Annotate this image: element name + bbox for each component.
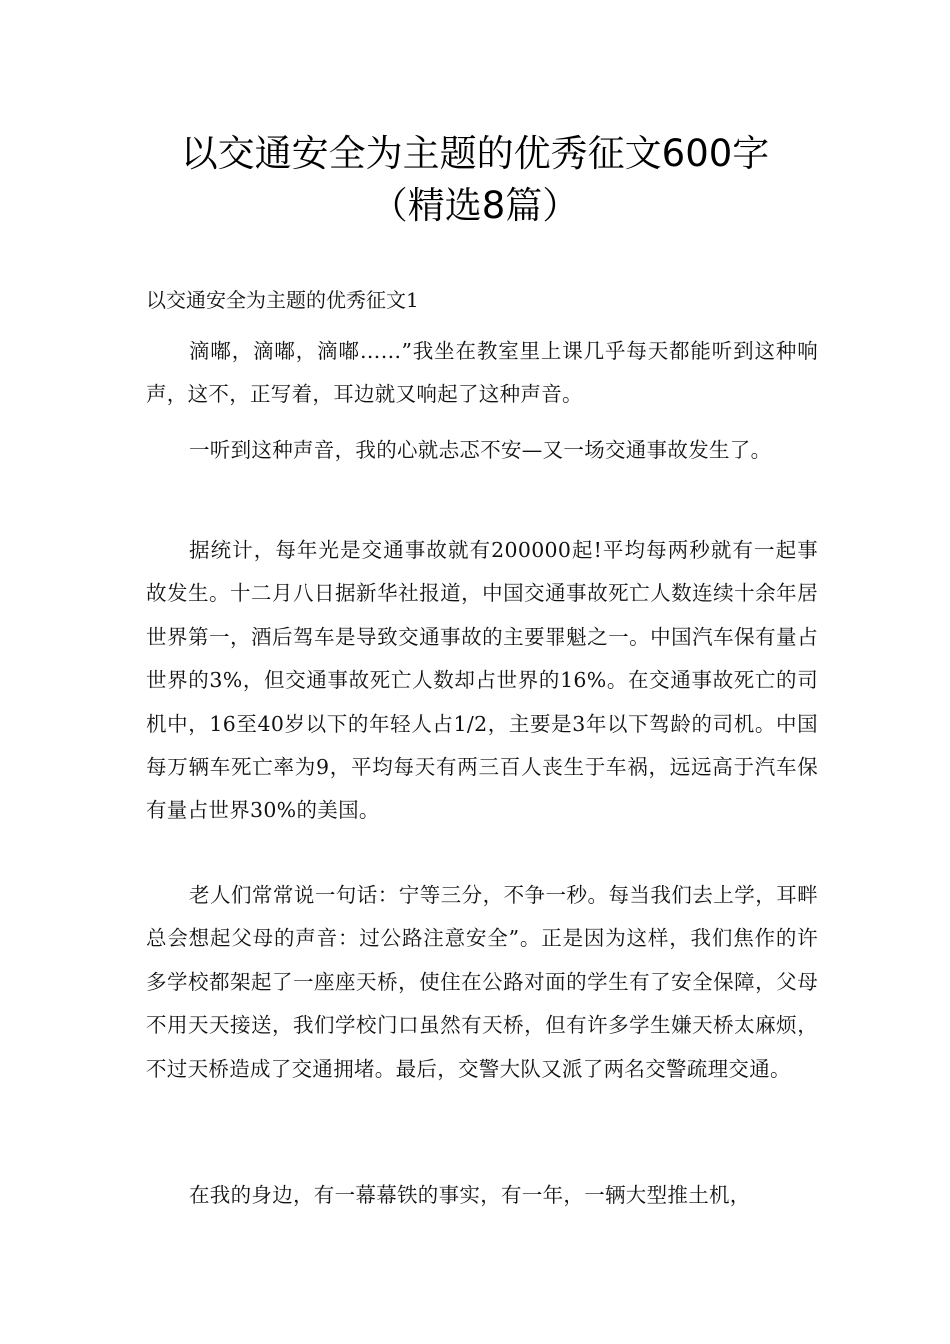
paragraph-2: 一听到这种声音，我的心就忐忑不安—又一场交通事故发生了。 <box>189 438 772 462</box>
paragraph-4: 老人们常常说一句话：宁等三分，不争一秒。每当我们去上学，耳畔总会想起父母的声音：过公路注意安全”。正是因为这样，我们焦作的许多学校都架起了一座座天桥，使住在公路对面的学生有了安全保障，父母不用天天接送，我们学校门口虽然有天桥，但有许多学生嫌天桥太麻烦，不过天桥造成了交通拥堵。最后，交警大队又派了两名交警疏理交通。 <box>146 883 818 1081</box>
document-title-line1: 以交通安全为主题的优秀征文600字 <box>180 132 770 175</box>
section-heading: 以交通安全为主题的优秀征文1 <box>146 288 419 312</box>
paragraph-1: 滴嘟，滴嘟，滴嘟……”我坐在教室里上课几乎每天都能听到这种响声，这不，正写着，耳边就又响起了这种声音。 <box>146 339 818 407</box>
paragraph-5: 在我的身边，有一幕幕铁的事实，有一年，一辆大型推土机， <box>189 1183 751 1207</box>
paragraph-3: 据统计，每年光是交通事故就有200000起!平均每两秒就有一起事故发生。十二月八日据新华社报道，中国交通事故死亡人数连续十余年居世界第一，酒后驾车是导致交通事故的主要罪魁之一。中国汽车保有量占世界的3%，但交通事故死亡人数却占世界的16%。在交通事故死亡的司机中，16至40岁以下的年轻人占1/2，主要是3年以下驾龄的司机。中国每万辆车死亡率为9，平均每天有两三百人丧生于车祸，远远高于汽车保有量占世界30%的美国。 <box>146 538 818 823</box>
document-title-line2: （精选8篇） <box>370 184 580 227</box>
